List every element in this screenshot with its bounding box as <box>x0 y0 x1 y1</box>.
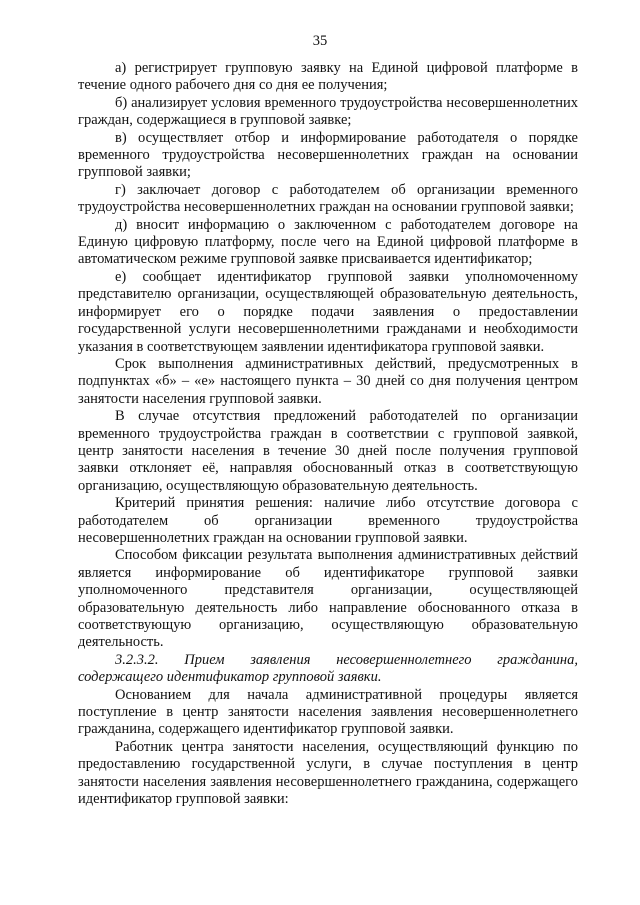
paragraph-item-g: г) заключает договор с работодателем об организации временного трудоустройства несовершеннолетних граждан на основании групповой заявки; <box>78 181 578 216</box>
page-number: 35 <box>312 33 328 49</box>
paragraph-result-fixation: Способом фиксации результата выполнения административных действий является информирование об идентификаторе групповой заявки уполномоченного представителя организации, осуществляющей образовательную деятельность либо направление обоснованного отказа в соответствующую организацию, осуществляющую образовательную деятельность. <box>78 547 578 651</box>
paragraph-item-v: в) осуществляет отбор и информирование работодателя о порядке временного трудоустройства несовершеннолетних граждан на основании групповой заявки; <box>78 129 578 181</box>
paragraph-item-a: а) регистрирует групповую заявку на Единой цифровой платформе в течение одного рабочего дня со дня ее получения; <box>78 60 578 94</box>
paragraph-item-e: е) сообщает идентификатор групповой заявки уполномоченному представителю организации, осуществляющей образовательную деятельность, информирует его о порядке подачи заявления о предоставлении государственной услуги несовершеннолетними гражданами и необходимости указания в соответствующем заявлении идентификатора групповой заявки. <box>78 268 578 355</box>
paragraph-item-b: б) анализирует условия временного трудоустройства несовершеннолетних граждан, содержащиеся в групповой заявке; <box>78 94 578 129</box>
section-heading: 3.2.3.2. Прием заявления несовершеннолетнего гражданина, содержащего идентификатор групповой заявки. <box>78 651 578 686</box>
document-body <box>78 60 578 808</box>
paragraph-basis: Основанием для начала административной процедуры является поступление в центр занятости населения заявления несовершеннолетнего гражданина, содержащего идентификатор групповой заявки. <box>78 686 578 738</box>
paragraph-decision-criterion: Критерий принятия решения: наличие либо отсутствие договора с работодателем об организации временного трудоустройства несовершеннолетних граждан на основании групповой заявки. <box>78 495 578 546</box>
paragraph-deadline: Срок выполнения административных действий, предусмотренных в подпунктах «б» – «е» настоящего пункта – 30 дней со дня получения центром занятости населения групповой заявки. <box>78 355 578 407</box>
paragraph-rejection: В случае отсутствия предложений работодателей по организации временного трудоустройства граждан в соответствии с групповой заявкой, центр занятости населения в течение 30 дней после получения групповой заявки отклоняет её, направляя обоснованный отказ в соответствующую организацию, осуществляющую образовательную деятельность. <box>78 408 578 494</box>
paragraph-item-d: д) вносит информацию о заключенном с работодателем договоре на Единую цифровую платформу, после чего на Единой цифровой платформе в автоматическом режиме групповой заявке присваивается идентификатор; <box>78 216 578 268</box>
paragraph-employee: Работник центра занятости населения, осуществляющий функцию по предоставлению государственной услуги, в случае поступления в центр занятости населения заявления несовершеннолетнего гражданина, содержащего идентификатор групповой заявки: <box>78 738 578 808</box>
